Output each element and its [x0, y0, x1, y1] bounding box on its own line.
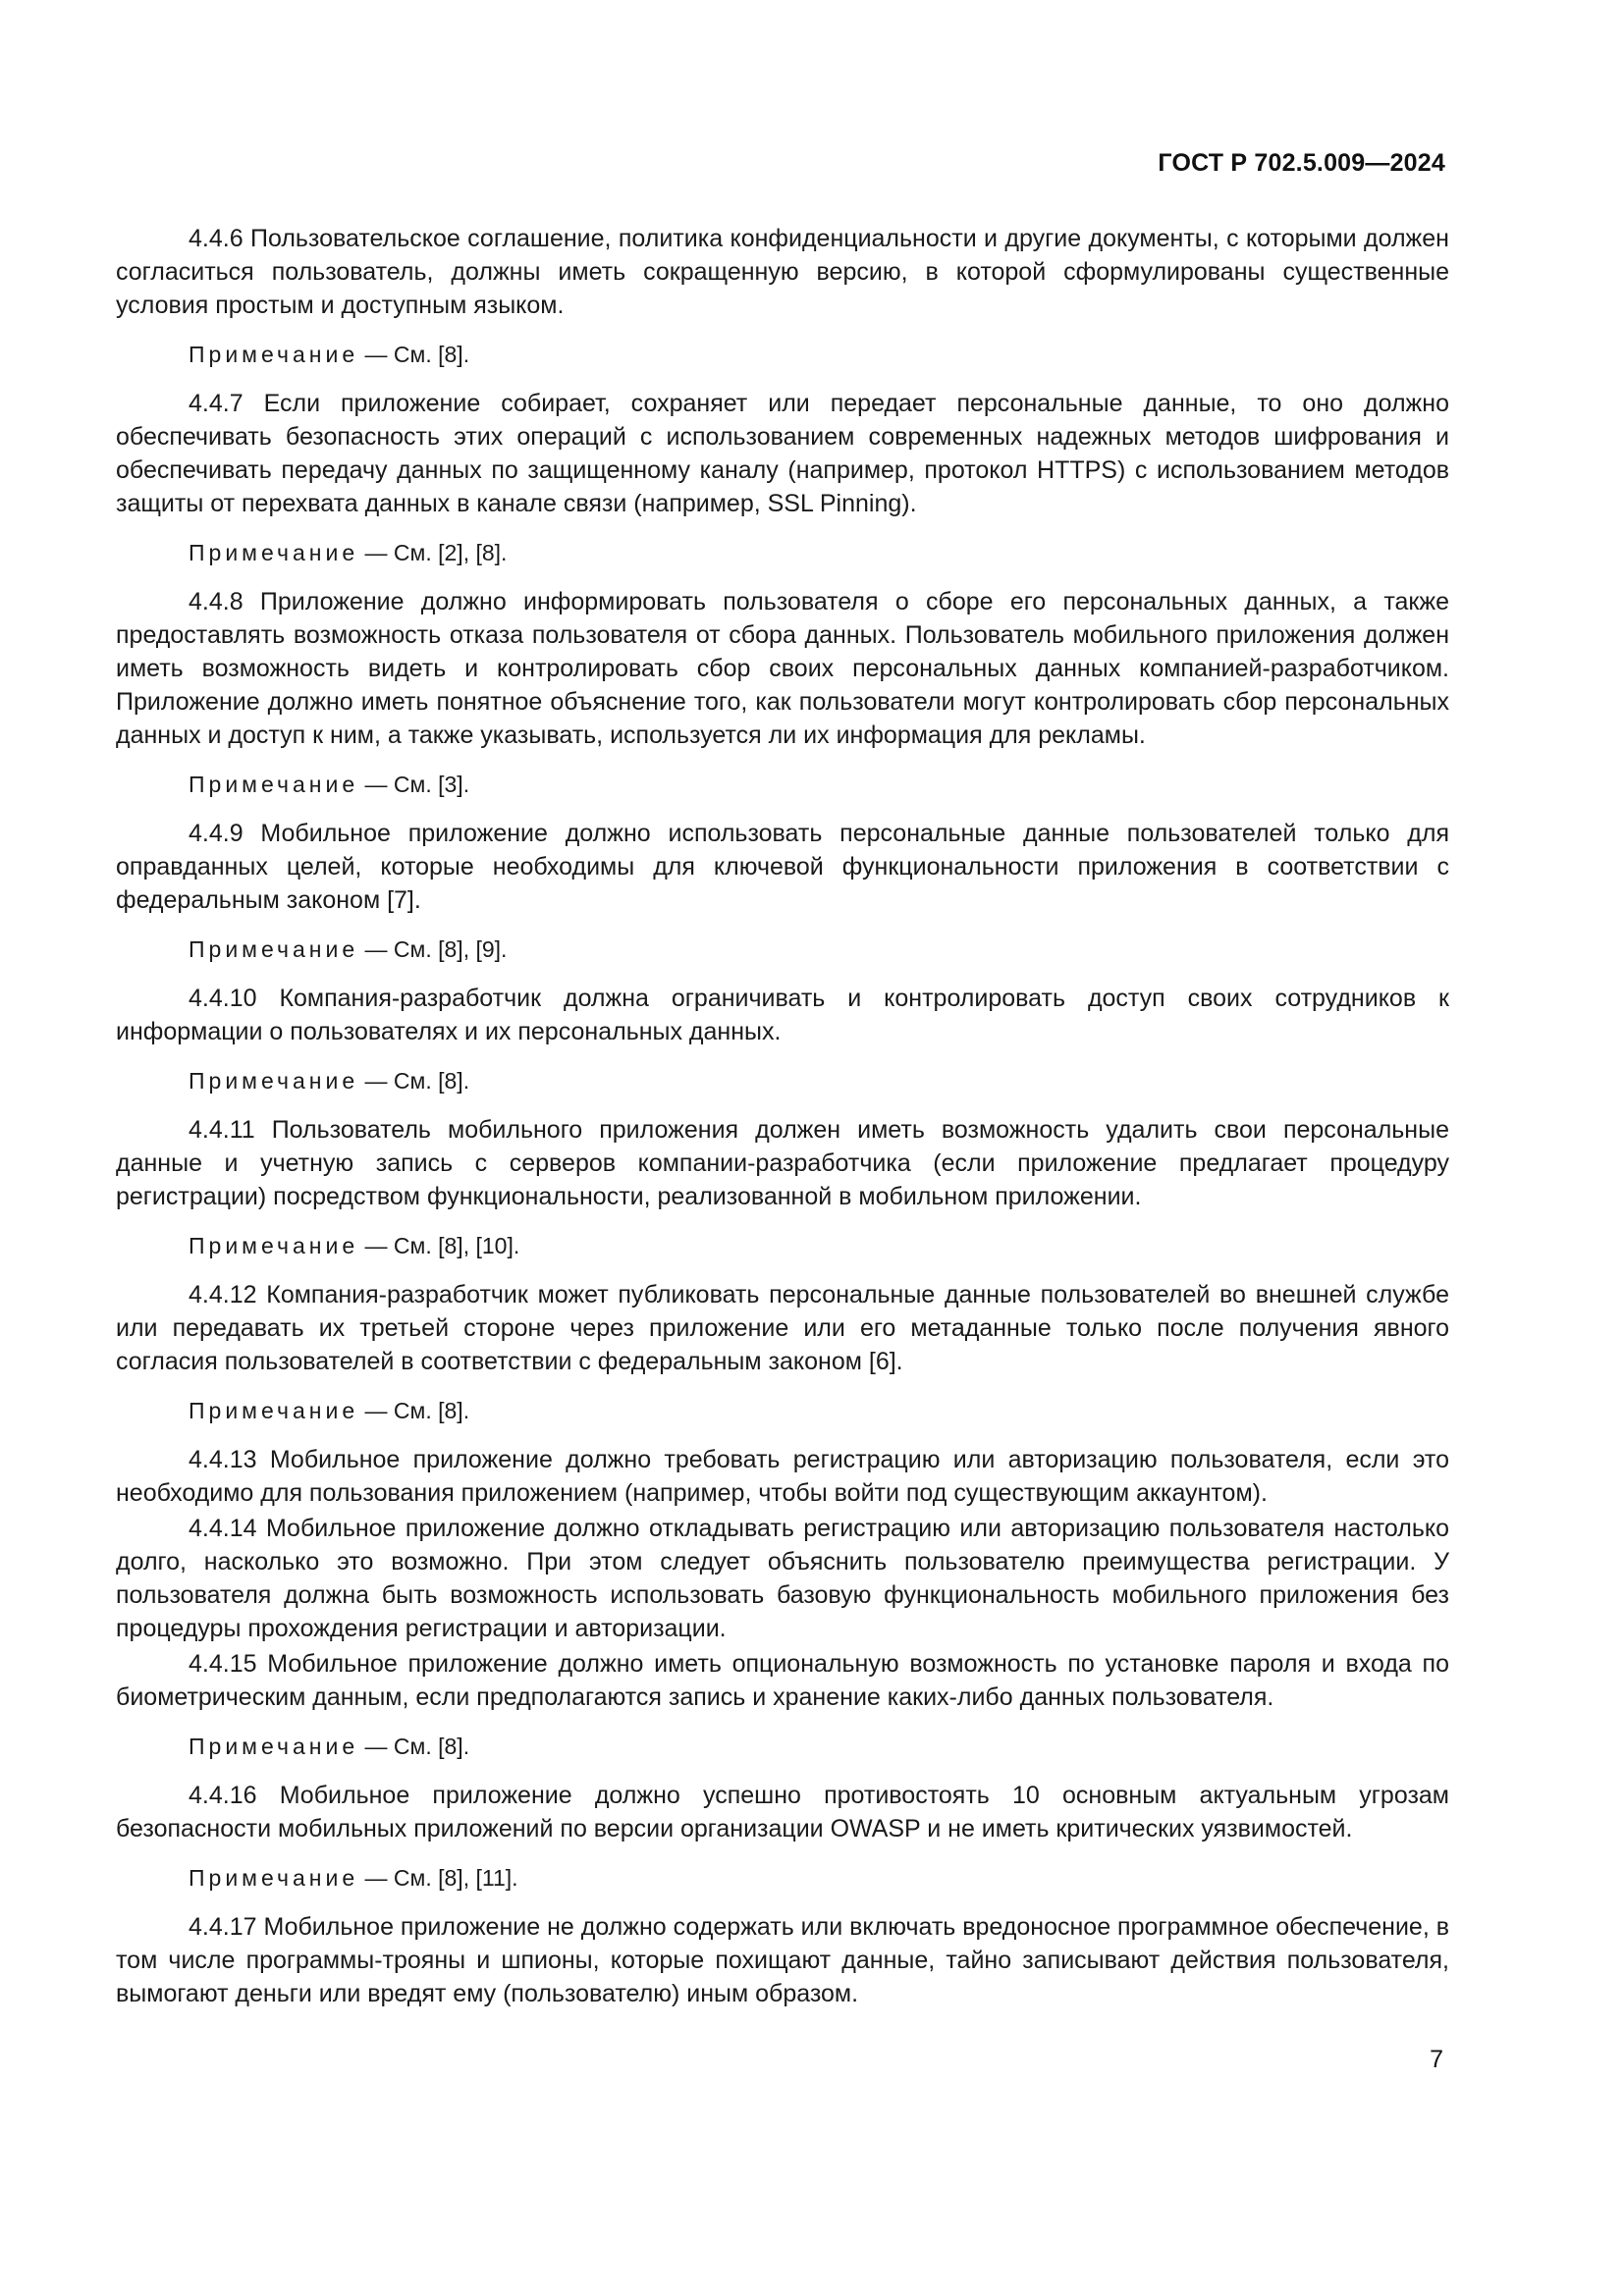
- clause-4-4-17: 4.4.17 Мобильное приложение не должно содержать или включать вредоносное программное обеспечение, в том числе программы-трояны и шпионы, которые похищают данные, тайно записывают действия пользователя, вымогают деньги или вредят ему (пользователю) иным образом.: [116, 1913, 1449, 2007]
- clause-4-4-7: 4.4.7 Если приложение собирает, сохраняет или передает персональные данные, то оно должно обеспечивать безопасность этих операций с использованием современных надежных методов шифрования и обеспечивать передачу данных по защищенному каналу (например, протокол HTTPS) с использованием методов защиты от перехвата данных в канале связи (например, SSL Pinning).: [116, 390, 1449, 517]
- clause-4-4-10: 4.4.10 Компания-разработчик должна ограничивать и контролировать доступ своих сотрудников к информации о пользователях и их персональных данных.: [116, 985, 1449, 1045]
- clause-4-4-11: 4.4.11 Пользователь мобильного приложения должен иметь возможность удалить свои персональные данные и учетную запись с серверов компании-разработчика (если приложение предлагает процедуру регистрации) посредством функциональности, реализованной в мобильном приложении.: [116, 1116, 1449, 1210]
- clause-4-4-8-note: [116, 768, 1449, 801]
- clause-4-4-11-note: [116, 1229, 1449, 1262]
- note-reference: — См. [8].: [358, 342, 470, 367]
- note-reference: — См. [2], [8].: [358, 540, 508, 565]
- note-reference: — См. [8], [11].: [358, 1865, 518, 1891]
- clause-4-4-16: 4.4.16 Мобильное приложение должно успешно противостоять 10 основным актуальным угрозам безопасности мобильных приложений по версии организации OWASP и не иметь критических уязвимостей.: [116, 1782, 1449, 1842]
- note-label: Примечание: [189, 1398, 359, 1423]
- page-number: 7: [1430, 2046, 1443, 2073]
- note-label: Примечание: [189, 1734, 359, 1759]
- clause-4-4-9: 4.4.9 Мобильное приложение должно использовать персональные данные пользователей только для оправданных целей, которые необходимы для ключевой функциональности приложения в соответствии с федеральным законом [7].: [116, 820, 1449, 914]
- clause-4-4-13: 4.4.13 Мобильное приложение должно требовать регистрацию или авторизацию пользователя, если это необходимо для пользования приложением (например, чтобы войти под существующим аккаунтом).: [116, 1446, 1449, 1507]
- note-label: Примечание: [189, 772, 359, 797]
- clause-4-4-10-note: [116, 1064, 1449, 1097]
- clause-4-4-8: 4.4.8 Приложение должно информировать пользователя о сборе его персональных данных, а также предоставлять возможность отказа пользователя от сбора данных. Пользователь мобильного приложения должен иметь возможность видеть и контролировать сбор своих персональных данных компанией-разработчиком. Приложение должно иметь понятное объяснение того, как пользователи могут контролировать сбор персональных данных и доступ к ним, а также указывать, используется ли их информация для рекламы.: [116, 588, 1449, 749]
- clause-4-4-12-note: [116, 1394, 1449, 1427]
- document-code-header: ГОСТ Р 702.5.009—2024: [1158, 149, 1445, 177]
- clause-4-4-14: 4.4.14 Мобильное приложение должно откладывать регистрацию или авторизацию пользователя настолько долго, насколько это возможно. При этом следует объяснить пользователю преимущества регистрации. У пользователя должна быть возможность использовать базовую функциональность мобильного приложения без процедуры прохождения регистрации и авторизации.: [116, 1515, 1449, 1642]
- note-reference: — См. [3].: [358, 772, 470, 797]
- note-label: Примечание: [189, 936, 359, 962]
- clause-4-4-15: 4.4.15 Мобильное приложение должно иметь опциональную возможность по установке пароля и входа по биометрическим данным, если предполагаются запись и хранение каких-либо данных пользователя.: [116, 1650, 1449, 1711]
- note-reference: — См. [8], [9].: [358, 936, 508, 962]
- note-reference: — См. [8].: [358, 1398, 470, 1423]
- note-reference: — См. [8].: [358, 1734, 470, 1759]
- note-label: Примечание: [189, 540, 359, 565]
- clause-4-4-6-note: [116, 338, 1449, 371]
- clause-4-4-7-note: [116, 536, 1449, 569]
- clause-4-4-12: 4.4.12 Компания-разработчик может публиковать персональные данные пользователей во внешней службе или передавать их третьей стороне через приложение или его метаданные только после получения явного согласия пользователей в соответствии с федеральным законом [6].: [116, 1281, 1449, 1375]
- clause-4-4-16-note: [116, 1861, 1449, 1895]
- page-content: [116, 222, 1449, 2010]
- clause-4-4-6: 4.4.6 Пользовательское соглашение, политика конфиденциальности и другие документы, с которыми должен согласиться пользователь, должны иметь сокращенную версию, в которой сформулированы существенные условия простым и доступным языком.: [116, 225, 1449, 319]
- note-label: Примечание: [189, 1068, 359, 1094]
- clause-4-4-15-note: [116, 1730, 1449, 1763]
- note-label: Примечание: [189, 1233, 359, 1258]
- note-reference: — См. [8].: [358, 1068, 470, 1094]
- note-label: Примечание: [189, 342, 359, 367]
- clause-4-4-9-note: [116, 933, 1449, 966]
- note-label: Примечание: [189, 1865, 359, 1891]
- note-reference: — См. [8], [10].: [358, 1233, 520, 1258]
